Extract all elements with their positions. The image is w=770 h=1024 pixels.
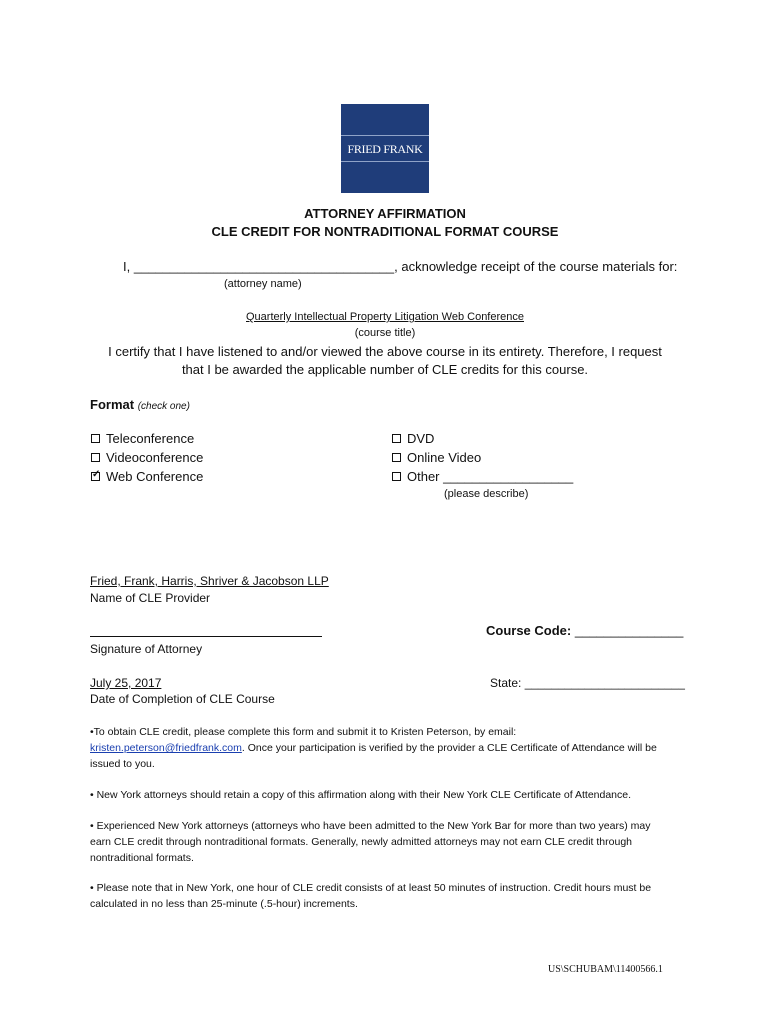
option-videoconference[interactable] [91,448,203,467]
attorney-name-field[interactable]: ____________________________________ [133,259,395,274]
checkbox-icon[interactable] [392,434,401,443]
note-text: nontraditional formats. [90,852,194,864]
option-label: Other __________________ [407,469,574,484]
note-text: calculated in no less than 25-minute (.5-hour) increments. [90,898,358,910]
firm-logo [341,104,429,193]
option-label: DVD [407,431,435,446]
course-title-caption: (course title) [354,327,416,339]
option-label: Online Video [407,450,482,465]
acknowledge-line [123,259,677,274]
certify-line-2: that I be awarded the applicable number of CLE credits for this course. [181,362,589,377]
checkbox-icon[interactable] [91,434,100,443]
completion-caption: Date of Completion of CLE Course [90,692,275,706]
option-other[interactable] [392,467,573,486]
format-options-right [392,429,573,486]
format-hint: (check one) [137,401,190,412]
option-web-conference[interactable] [91,467,203,486]
checkbox-icon[interactable] [91,453,100,462]
acknowledge-suffix: , acknowledge receipt of the course materials for: [394,259,678,274]
provider-name: Fried, Frank, Harris, Shriver & Jacobson LLP [90,574,329,588]
note-text: issued to you. [90,758,155,770]
option-label: Teleconference [106,431,195,446]
course-code [486,623,683,638]
option-online-video[interactable] [392,448,573,467]
form-subtitle: CLE CREDIT FOR NONTRADITIONAL FORMAT COURSE [211,224,559,239]
acknowledge-prefix: I, [123,259,131,274]
note-retain-copy [90,787,690,803]
option-teleconference[interactable] [91,429,203,448]
note-text: • Experienced New York attorneys (attorneys who have been admitted to the New York Bar for more than two years) may [90,820,651,832]
attorney-name-caption: (attorney name) [224,278,302,290]
note-experienced [90,818,690,866]
state [490,676,685,690]
logo-rule [341,161,429,162]
email-link[interactable]: kristen.peterson@friedfrank.com [90,742,242,754]
checkbox-checked-icon[interactable] [91,472,100,481]
note-text: • Please note that in New York, one hour of CLE credit consists of at least 50 minutes of instruction. Credit hours must be [90,882,652,894]
note-text: earn CLE credit through nontraditional formats. Generally, newly admitted attorneys may not earn CLE credit through [90,836,633,848]
note-email [90,724,690,772]
note-text: • New York attorneys should retain a copy of this affirmation along with their New York CLE Certificate of Attendance. [90,789,632,801]
logo-rule [341,135,429,136]
state-field[interactable]: ________________________ [524,676,685,690]
course-code-field[interactable]: _______________ [574,623,684,638]
option-label: Videoconference [106,450,204,465]
document-id: US\SCHUBAM\11400566.1 [548,964,663,975]
signature-caption: Signature of Attorney [90,642,203,656]
provider-caption: Name of CLE Provider [90,591,211,605]
option-dvd[interactable] [392,429,573,448]
logo-text: FRIED FRANK [347,142,423,156]
format-options-left [91,429,203,486]
certify-line-1: I certify that I have listened to and/or viewed the above course in its entirety. Therefore, I request [108,344,662,359]
other-caption: (please describe) [444,488,529,500]
completion-date: July 25, 2017 [90,676,162,690]
note-text: . Once your participation is verified by the provider a CLE Certificate of Attendance will be [241,742,657,754]
course-title: Quarterly Intellectual Property Litigation Web Conference [246,311,524,323]
signature-line[interactable] [90,636,322,637]
note-text: •To obtain CLE credit, please complete this form and submit it to Kristen Peterson, by email: [90,726,517,738]
checkbox-icon[interactable] [392,472,401,481]
course-code-label: Course Code: [486,623,572,638]
option-label: Web Conference [106,469,204,484]
format-label: Format [90,397,135,412]
note-credit-hours [90,880,690,912]
state-label: State: [490,676,522,690]
form-title: ATTORNEY AFFIRMATION [304,206,466,221]
format-heading [90,397,190,412]
checkbox-icon[interactable] [392,453,401,462]
